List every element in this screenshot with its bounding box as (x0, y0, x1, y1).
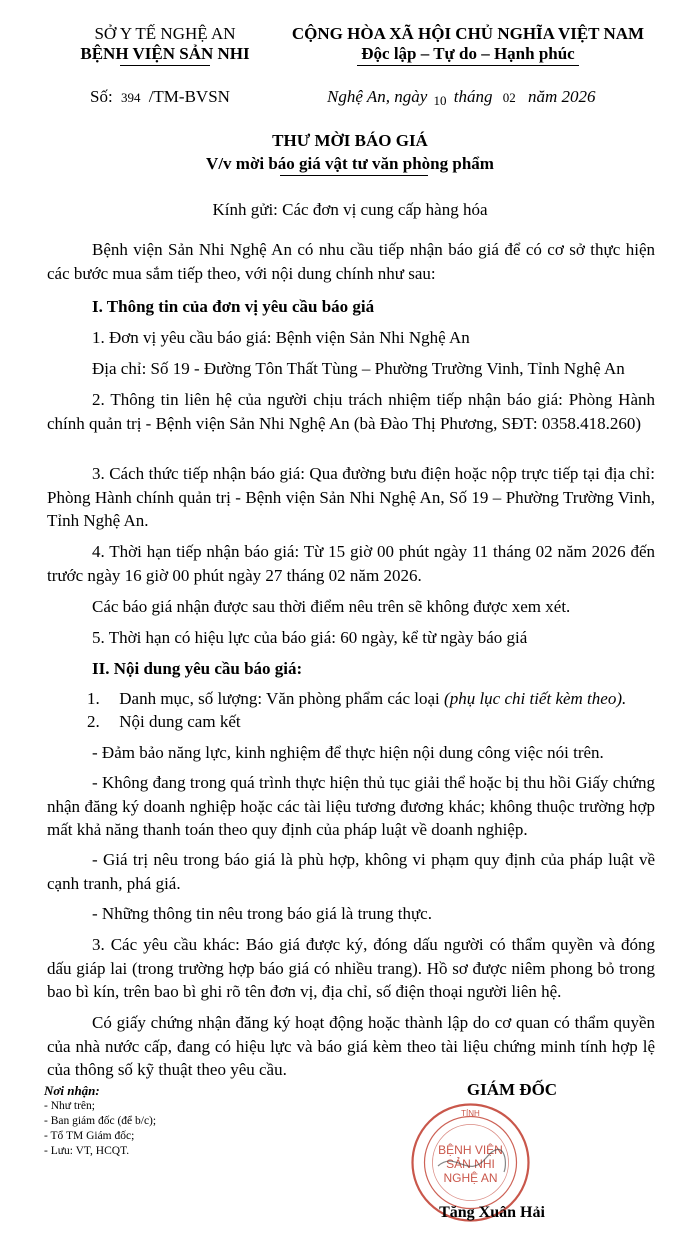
s2-item1-number: 1. (87, 689, 100, 708)
intro-paragraph: Bệnh viện Sản Nhi Nghệ An có nhu cầu tiếp nhận báo giá để có cơ sở thực hiện các bước mua sắm tiếp theo, với nội dung chính như sau: (47, 240, 655, 283)
s2-item1-text: Danh mục, số lượng: Văn phòng phẩm các loại (119, 689, 445, 708)
s2-item3: 3. Các yêu cầu khác: Báo giá được ký, đóng dấu người có thẩm quyền và đóng dấu giáp lai (trong trường hợp báo giá có nhiều trang). Hồ sơ được niêm phong bỏ trong bao bì kín, trên bao bì ghi rõ tên đơn vị, địa chỉ, số điện thoại người liên hệ. (47, 935, 655, 1001)
s2-item2-number: 2. (87, 712, 100, 731)
s1-address: Địa chỉ: Số 19 - Đường Tôn Thất Tùng – Phường Trường Vinh, Tỉnh Nghệ An (92, 359, 625, 378)
date-month-label: tháng (453, 87, 493, 106)
salutation: Kính gửi: Các đơn vị cung cấp hàng hóa (212, 200, 488, 219)
recipient-item: - Tổ TM Giám đốc; (44, 1130, 135, 1142)
doc-date (327, 87, 596, 107)
hospital-underline (120, 65, 210, 66)
recipients-block (44, 1082, 304, 1159)
motto-underline (357, 65, 579, 66)
stamp-top-text: TỈNH (461, 1109, 480, 1118)
date-prefix: Nghệ An, ngày (327, 87, 428, 106)
commitment-1: - Đảm bảo năng lực, kinh nghiệm để thực hiện nội dung công việc nói trên. (92, 743, 604, 762)
signer-name: Tăng Xuân Hải (439, 1204, 545, 1221)
dept-name: SỞ Y TẾ NGHỆ AN (94, 24, 236, 43)
motto: Độc lập – Tự do – Hạnh phúc (361, 44, 575, 63)
commitment-2: - Không đang trong quá trình thực hiện thủ tục giải thể hoặc bị thu hồi Giấy chứng nhận đăng ký doanh nghiệp hoặc các tài liệu tương đương khác; không thuộc trường hợp mất khả năng thanh toán theo quy định của pháp luật về doanh nghiệp. (47, 773, 655, 839)
section1-title: I. Thông tin của đơn vị yêu cầu báo giá (92, 297, 375, 316)
s1-item1: 1. Đơn vị yêu cầu báo giá: Bệnh viện Sản Nhi Nghệ An (92, 328, 470, 347)
stamp-line2: SẢN NHI (446, 1157, 495, 1171)
date-month: 02 (502, 90, 516, 105)
doc-number (90, 87, 230, 107)
s1-item5: 5. Thời hạn có hiệu lực của báo giá: 60 ngày, kể từ ngày báo giá (92, 628, 528, 647)
s2-item2 (87, 710, 667, 734)
s2-item1-italic: (phụ lục chi tiết kèm theo). (444, 689, 627, 708)
closing-paragraph: Có giấy chứng nhận đăng ký hoạt động hoặc thành lập do cơ quan có thẩm quyền của nhà nước cấp, đang có hiệu lực và báo giá kèm theo tài liệu chứng minh tính hợp lệ của thông số kỹ thuật theo yêu cầu. (47, 1013, 655, 1079)
nation-title: CỘNG HÒA XÃ HỘI CHỦ NGHĨA VIỆT NAM (291, 24, 645, 43)
recipient-item: - Ban giám đốc (để b/c); (44, 1115, 157, 1127)
commitment-3: - Giá trị nêu trong báo giá là phù hợp, không vi phạm quy định của pháp luật về cạnh tranh, phá giá. (47, 850, 655, 893)
hospital-name: BỆNH VIỆN SẢN NHI (80, 44, 250, 63)
header-right (272, 24, 664, 66)
commitment-4: - Những thông tin nêu trong báo giá là trung thực. (92, 904, 432, 923)
doc-no-suffix: /TM-BVSN (148, 87, 230, 106)
s2-item2-text: Nội dung cam kết (119, 712, 241, 731)
stamp-line1: BỆNH VIỆN (438, 1143, 503, 1157)
s2-item1 (87, 687, 667, 711)
s1-note: Các báo giá nhận được sau thời điểm nêu trên sẽ không được xem xét. (92, 597, 571, 616)
subject-line: V/v mời báo giá vật tư văn phòng phẩm (206, 154, 494, 173)
s1-item4: 4. Thời hạn tiếp nhận báo giá: Từ 15 giờ 00 phút ngày 11 tháng 02 năm 2026 đến trước ngày 16 giờ 00 phút ngày 27 tháng 02 năm 2026. (47, 542, 655, 585)
s1-item3: 3. Cách thức tiếp nhận báo giá: Qua đường bưu điện hoặc nộp trực tiếp tại địa chỉ: Phòng Hành chính quản trị - Bệnh viện Sản Nhi Nghệ An, Số 19 – Phường Trường Vinh, Tỉnh Nghệ An. (47, 464, 655, 530)
header-left (50, 24, 280, 66)
recipient-item: - Lưu: VT, HCQT. (44, 1145, 130, 1157)
subject-underline (280, 175, 428, 176)
page-title: THƯ MỜI BÁO GIÁ (272, 131, 428, 150)
doc-no-value: 394 (120, 90, 141, 105)
recipient-item: - Như trên; (44, 1100, 95, 1112)
date-day: 10 (433, 93, 447, 108)
doc-no-label: Số: (90, 87, 113, 106)
section2-title: II. Nội dung yêu cầu báo giá: (92, 659, 303, 678)
recipients-label: Nơi nhận: (44, 1083, 100, 1098)
signer-title: GIÁM ĐỐC (466, 1080, 558, 1099)
stamp-line3: NGHỆ AN (443, 1171, 498, 1185)
date-year: năm 2026 (528, 87, 596, 106)
s1-item2: 2. Thông tin liên hệ của người chịu trách nhiệm tiếp nhận báo giá: Phòng Hành chính quản trị - Bệnh viện Sản Nhi Nghệ An (bà Đào Thị Phương, SĐT: 0358.418.260) (47, 390, 655, 433)
